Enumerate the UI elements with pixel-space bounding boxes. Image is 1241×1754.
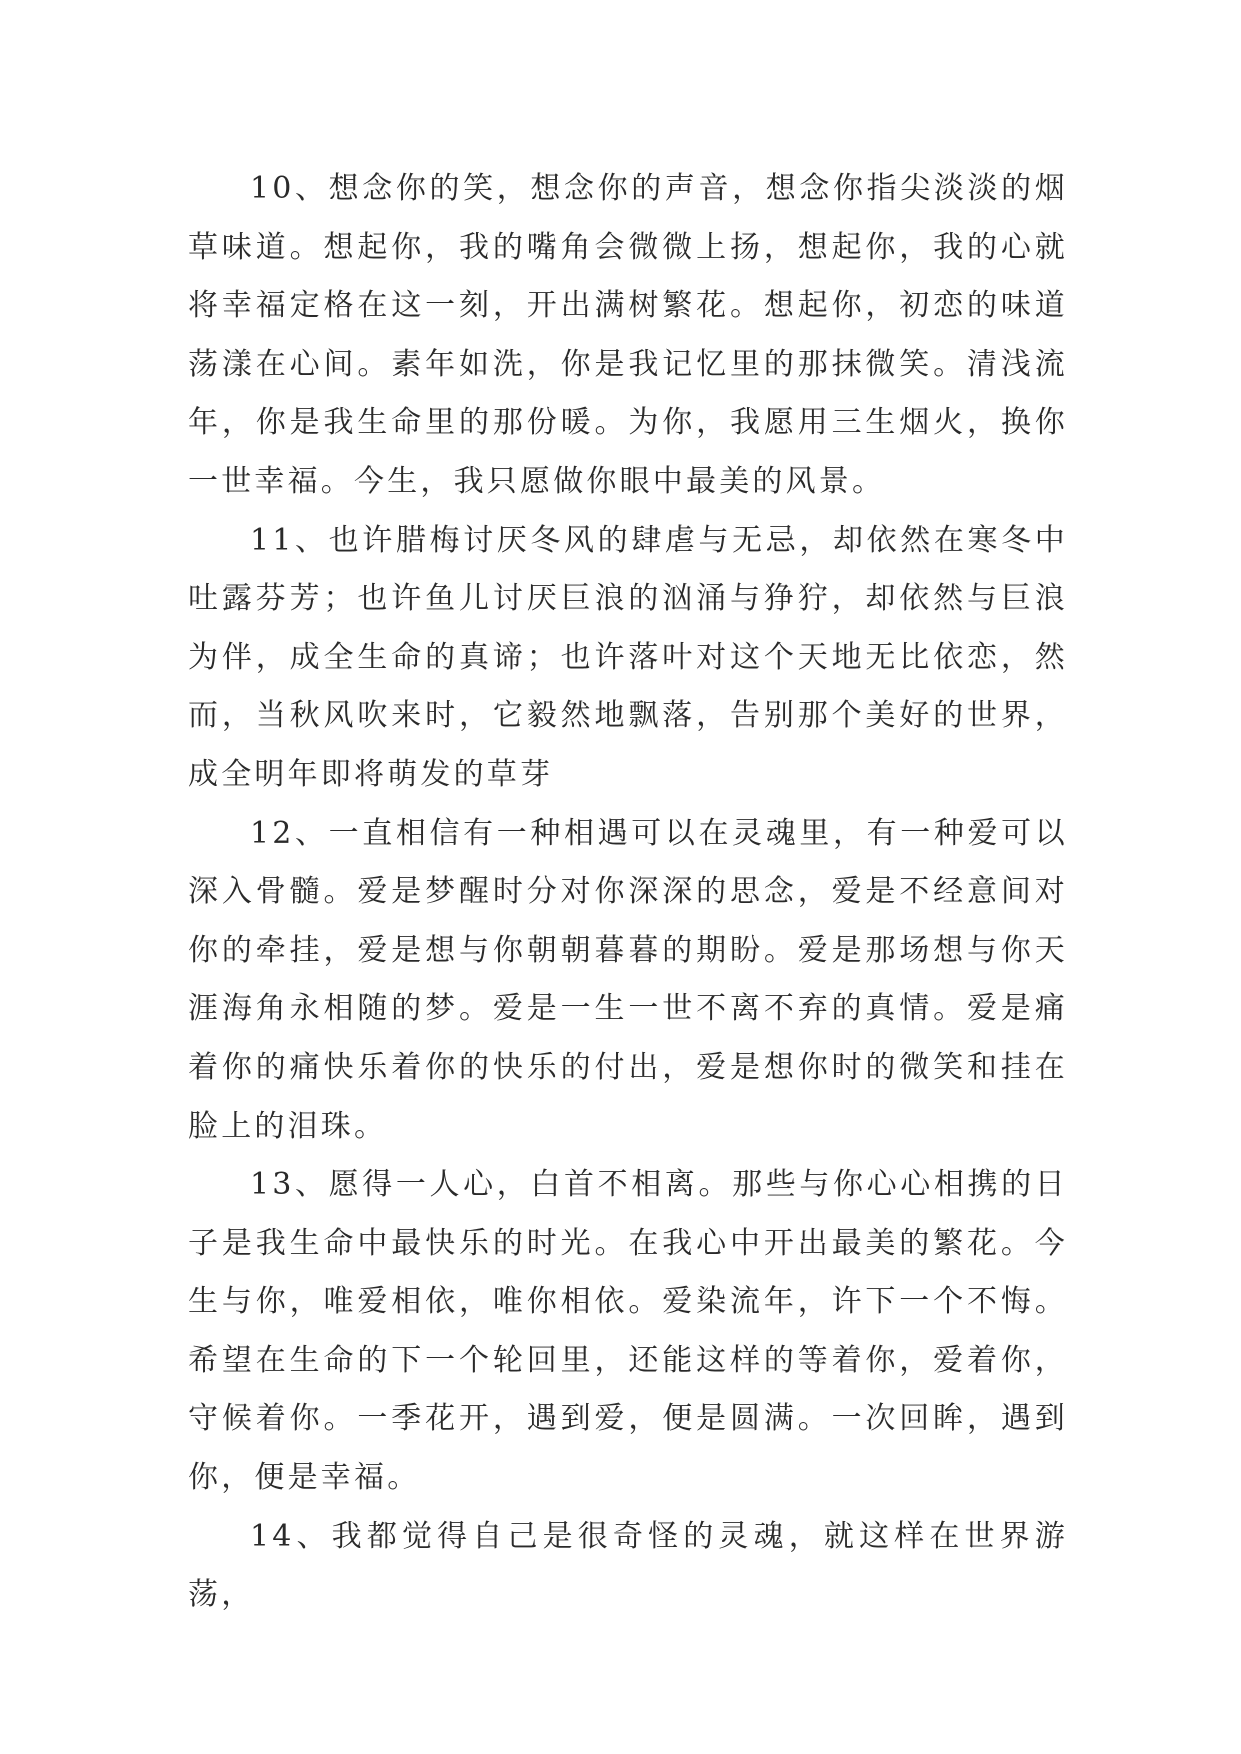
paragraph-14: 14、我都觉得自己是很奇怪的灵魂，就这样在世界游荡， — [188, 1518, 1068, 1613]
paragraph-12: 12、一直相信有一种相遇可以在灵魂里，有一种爱可以深入骨髓。爱是梦醒时分对你深深的思念，爱是不经意间对你的牵挂，爱是想与你朝朝暮暮的期盼。爱是那场想与你天涯海角永相随的梦。爱是一生一世不离不弃的真情。爱是痛着你的痛快乐着你的快乐的付出，爱是想你时的微笑和挂在脸上的泪珠。 — [188, 815, 1068, 1144]
paragraph-10: 10、想念你的笑，想念你的声音，想念你指尖淡淡的烟草味道。想起你，我的嘴角会微微上扬，想起你，我的心就将幸福定格在这一刻，开出满树繁花。想起你，初恋的味道荡漾在心间。素年如洗，你是我记忆里的那抹微笑。清浅流年，你是我生命里的那份暖。为你，我愿用三生烟火，换你一世幸福。今生，我只愿做你眼中最美的风景。 — [188, 171, 1068, 499]
paragraph-13: 13、愿得一人心，白首不相离。那些与你心心相携的日子是我生命中最快乐的时光。在我心中开出最美的繁花。今生与你，唯爱相依，唯你相依。爱染流年，许下一个不悔。希望在生命的下一个轮回里，还能这样的等着你，爱着你，守候着你。一季花开，遇到爱，便是圆满。一次回眸，遇到你，便是幸福。 — [188, 1167, 1068, 1496]
document-body — [188, 160, 1068, 1625]
paragraph-11: 11、也许腊梅讨厌冬风的肆虐与无忌，却依然在寒冬中吐露芬芳；也许鱼儿讨厌巨浪的汹涌与狰狞，却依然与巨浪为伴，成全生命的真谛；也许落叶对这个天地无比依恋，然而，当秋风吹来时，它毅然地飘落，告别那个美好的世界，成全明年即将萌发的草芽 — [188, 522, 1068, 792]
